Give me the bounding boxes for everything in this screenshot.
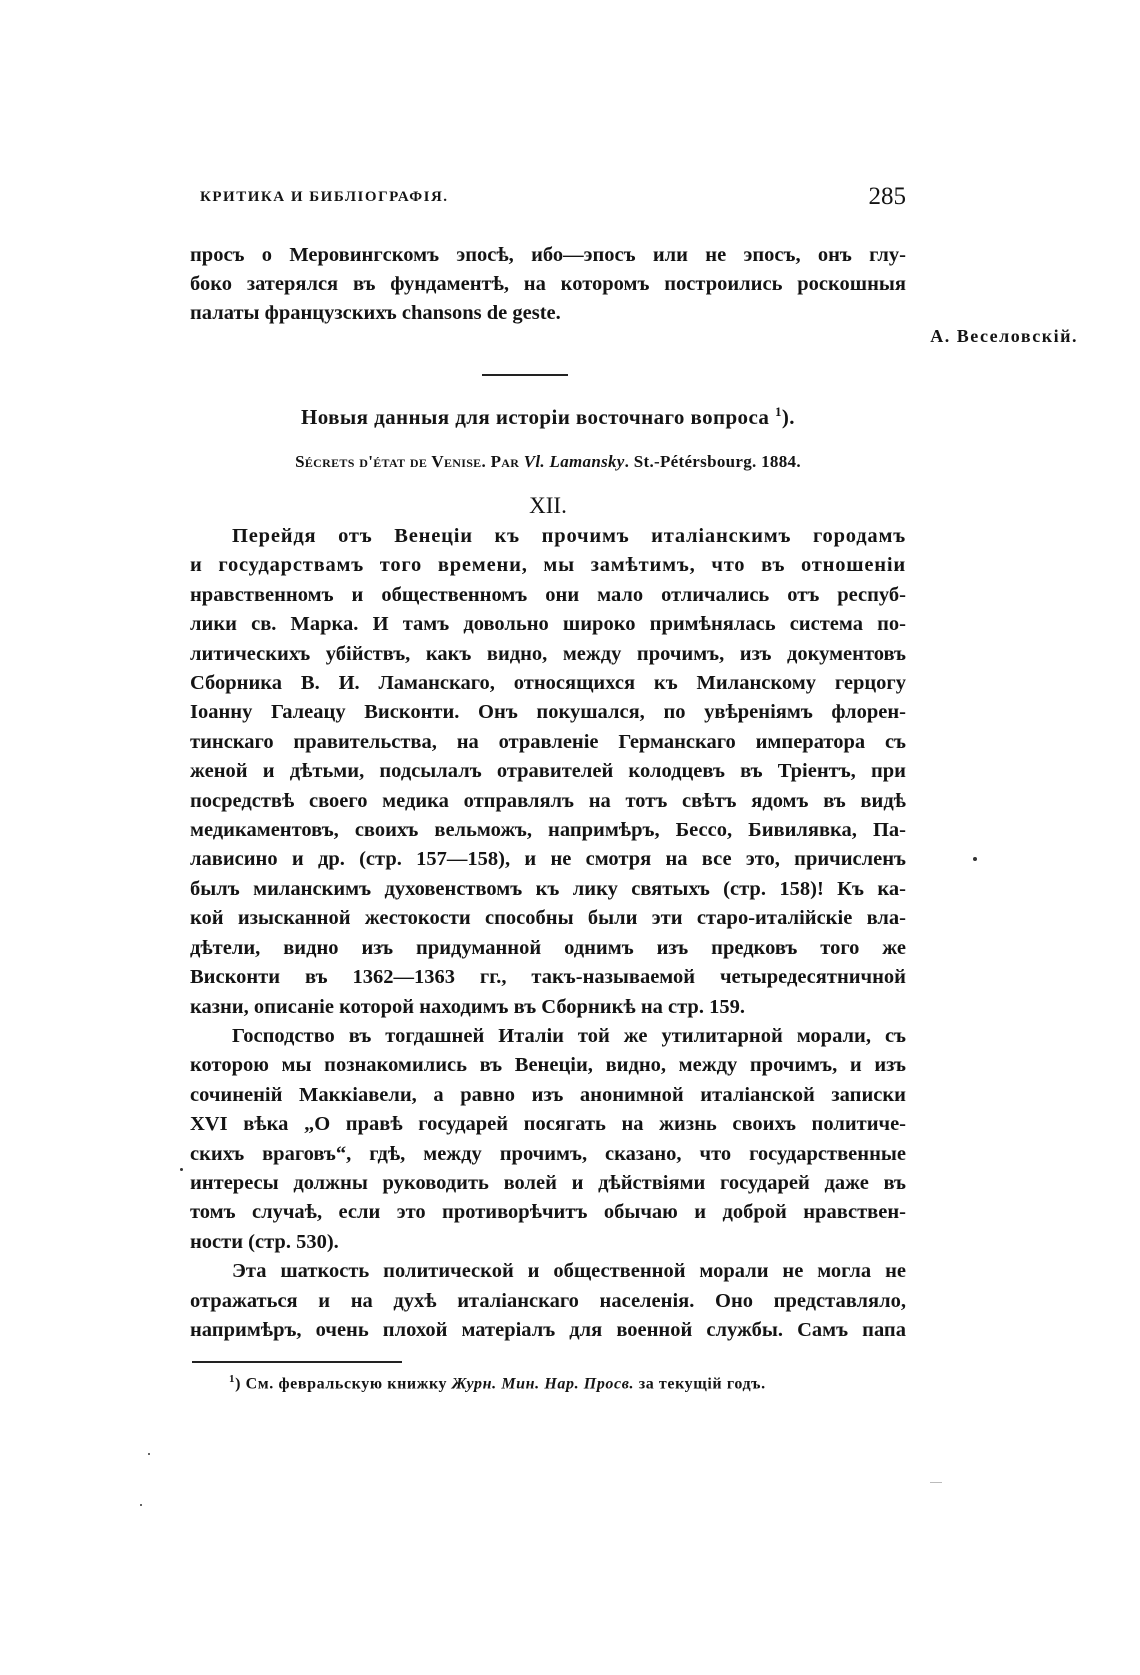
print-speck	[930, 1482, 942, 1483]
book-reference-author: Vl. Lamansky	[523, 452, 625, 471]
print-speck	[973, 857, 977, 861]
footnote-mark: 1	[229, 1373, 236, 1385]
text-line: лики св. Марка. И тамъ довольно широко примѣнялась система по-	[190, 613, 906, 636]
paragraph-1	[190, 522, 906, 1022]
article-body	[190, 522, 906, 1345]
paragraph-2	[190, 1022, 906, 1257]
text-line: отражаться и на духѣ италiанскаго населенiя. Оно представляло,	[190, 1289, 906, 1312]
text-line: тинскаго правительства, на отравленiе Германскаго императора съ	[190, 730, 906, 753]
text-line: дѣтели, видно изъ придуманной однимъ изъ предковъ того же	[190, 936, 906, 959]
text-line: Господство въ тогдашней Италiи той же утилитарной морали, съ	[232, 1024, 906, 1047]
section-number: XII.	[529, 493, 567, 518]
article-title-text: Новыя данныя для исторiи восточнаго вопроса	[301, 405, 770, 429]
running-title: КРИТИКА И БИБЛIОГРАФIЯ.	[200, 189, 449, 205]
text-line: ности (стр. 530).	[190, 1230, 339, 1253]
text-line: Эта шаткость политической и общественной морали не могла не	[232, 1260, 906, 1283]
paragraph-3	[190, 1257, 906, 1345]
print-speck	[140, 1504, 142, 1506]
book-reference	[190, 452, 906, 472]
text-line: Сборника В. И. Ламанскаго, относящихся къ Миланскому герцогу	[190, 672, 906, 695]
text-line: XVI вѣка „О правѣ государей посягать на жизнь своихъ политиче-	[190, 1113, 906, 1136]
author-signature: А. Веселовскiй.	[930, 326, 1078, 346]
text-line: посредствѣ своего медика отправлялъ на тотъ свѣтъ ядомъ въ видѣ	[190, 789, 906, 812]
text-line: просъ о Меровингскомъ эпосѣ, ибо—эпосъ или не эпосъ, онъ глу-	[190, 244, 906, 266]
text-line: интересы должны руководить волей и дѣйствiями государей даже въ	[190, 1171, 906, 1194]
text-line: лависино и др. (стр. 157—158), и не смотря на все это, причисленъ	[190, 848, 906, 871]
text-line: палаты французскихъ chansons de geste.	[190, 302, 561, 324]
footnote-journal: Журн. Мин. Нар. Просв.	[451, 1375, 635, 1393]
page-header	[190, 183, 906, 213]
section-divider	[482, 374, 568, 376]
footnote-rule	[192, 1361, 402, 1363]
text-line: скихъ враговъ“, гдѣ, между прочимъ, сказано, что государственные	[190, 1142, 906, 1165]
text-line: Висконти въ 1362—1363 гг., такъ-называемой четыредесятничной	[190, 966, 906, 989]
page-number: 285	[868, 183, 906, 210]
book-reference-title: Sécrets d'état de Venise. Par	[295, 452, 524, 471]
text-line: литическихъ убiйствъ, какъ видно, между прочимъ, изъ документовъ	[190, 642, 906, 665]
text-line: Перейдя отъ Венецiи къ прочимъ италiанскимъ городамъ	[232, 525, 906, 547]
footnote-text-end: за текущiй годъ.	[634, 1375, 766, 1393]
article-title-end: ).	[781, 405, 795, 429]
footnote	[229, 1373, 766, 1393]
text-line: кой изысканной жестокости способны были эти старо-италiйскiе вла-	[190, 907, 906, 930]
print-speck	[148, 1453, 150, 1455]
text-line: которою мы познакомились въ Венецiи, видно, между прочимъ, и изъ	[190, 1054, 906, 1077]
text-line: и государствамъ того времени, мы замѣтимъ, что въ отношенiи	[190, 554, 906, 577]
text-line: боко затерялся въ фундаментѣ, на которомъ построились роскошныя	[190, 273, 906, 295]
carryover-paragraph	[190, 241, 906, 328]
footnote-ref: 1	[775, 404, 782, 419]
text-line: казни, описанiе которой находимъ въ Сборникѣ на стр. 159.	[190, 995, 745, 1018]
print-speck	[180, 1168, 183, 1171]
footnote-text: ) См. февральскую книжку	[235, 1375, 452, 1393]
text-line: женой и дѣтьми, подсылалъ отравителей колодцевъ въ Трiентъ, при	[190, 760, 906, 783]
text-line: Iоанну Галеацу Висконти. Онъ покушался, по увѣренiямъ флорен-	[190, 701, 906, 724]
text-line: сочиненiй Маккiавели, а равно изъ анонимной италiанской записки	[190, 1083, 906, 1106]
book-reference-place: . St.-Pétérsbourg. 1884.	[624, 452, 801, 471]
text-line: нравственномъ и общественномъ они мало отличались отъ респуб-	[190, 583, 906, 606]
text-line: томъ случаѣ, если это противорѣчитъ обычаю и доброй нравствен-	[190, 1201, 906, 1224]
text-line: былъ миланскимъ духовенствомъ къ лику святыхъ (стр. 158)! Къ ка-	[190, 877, 906, 900]
text-line: напримѣръ, очень плохой матерiалъ для военной службы. Самъ папа	[190, 1318, 906, 1341]
text-line: медикаментовъ, своихъ вельможъ, напримѣръ, Бессо, Бивилявка, Па-	[190, 819, 906, 842]
article-title	[190, 404, 906, 430]
